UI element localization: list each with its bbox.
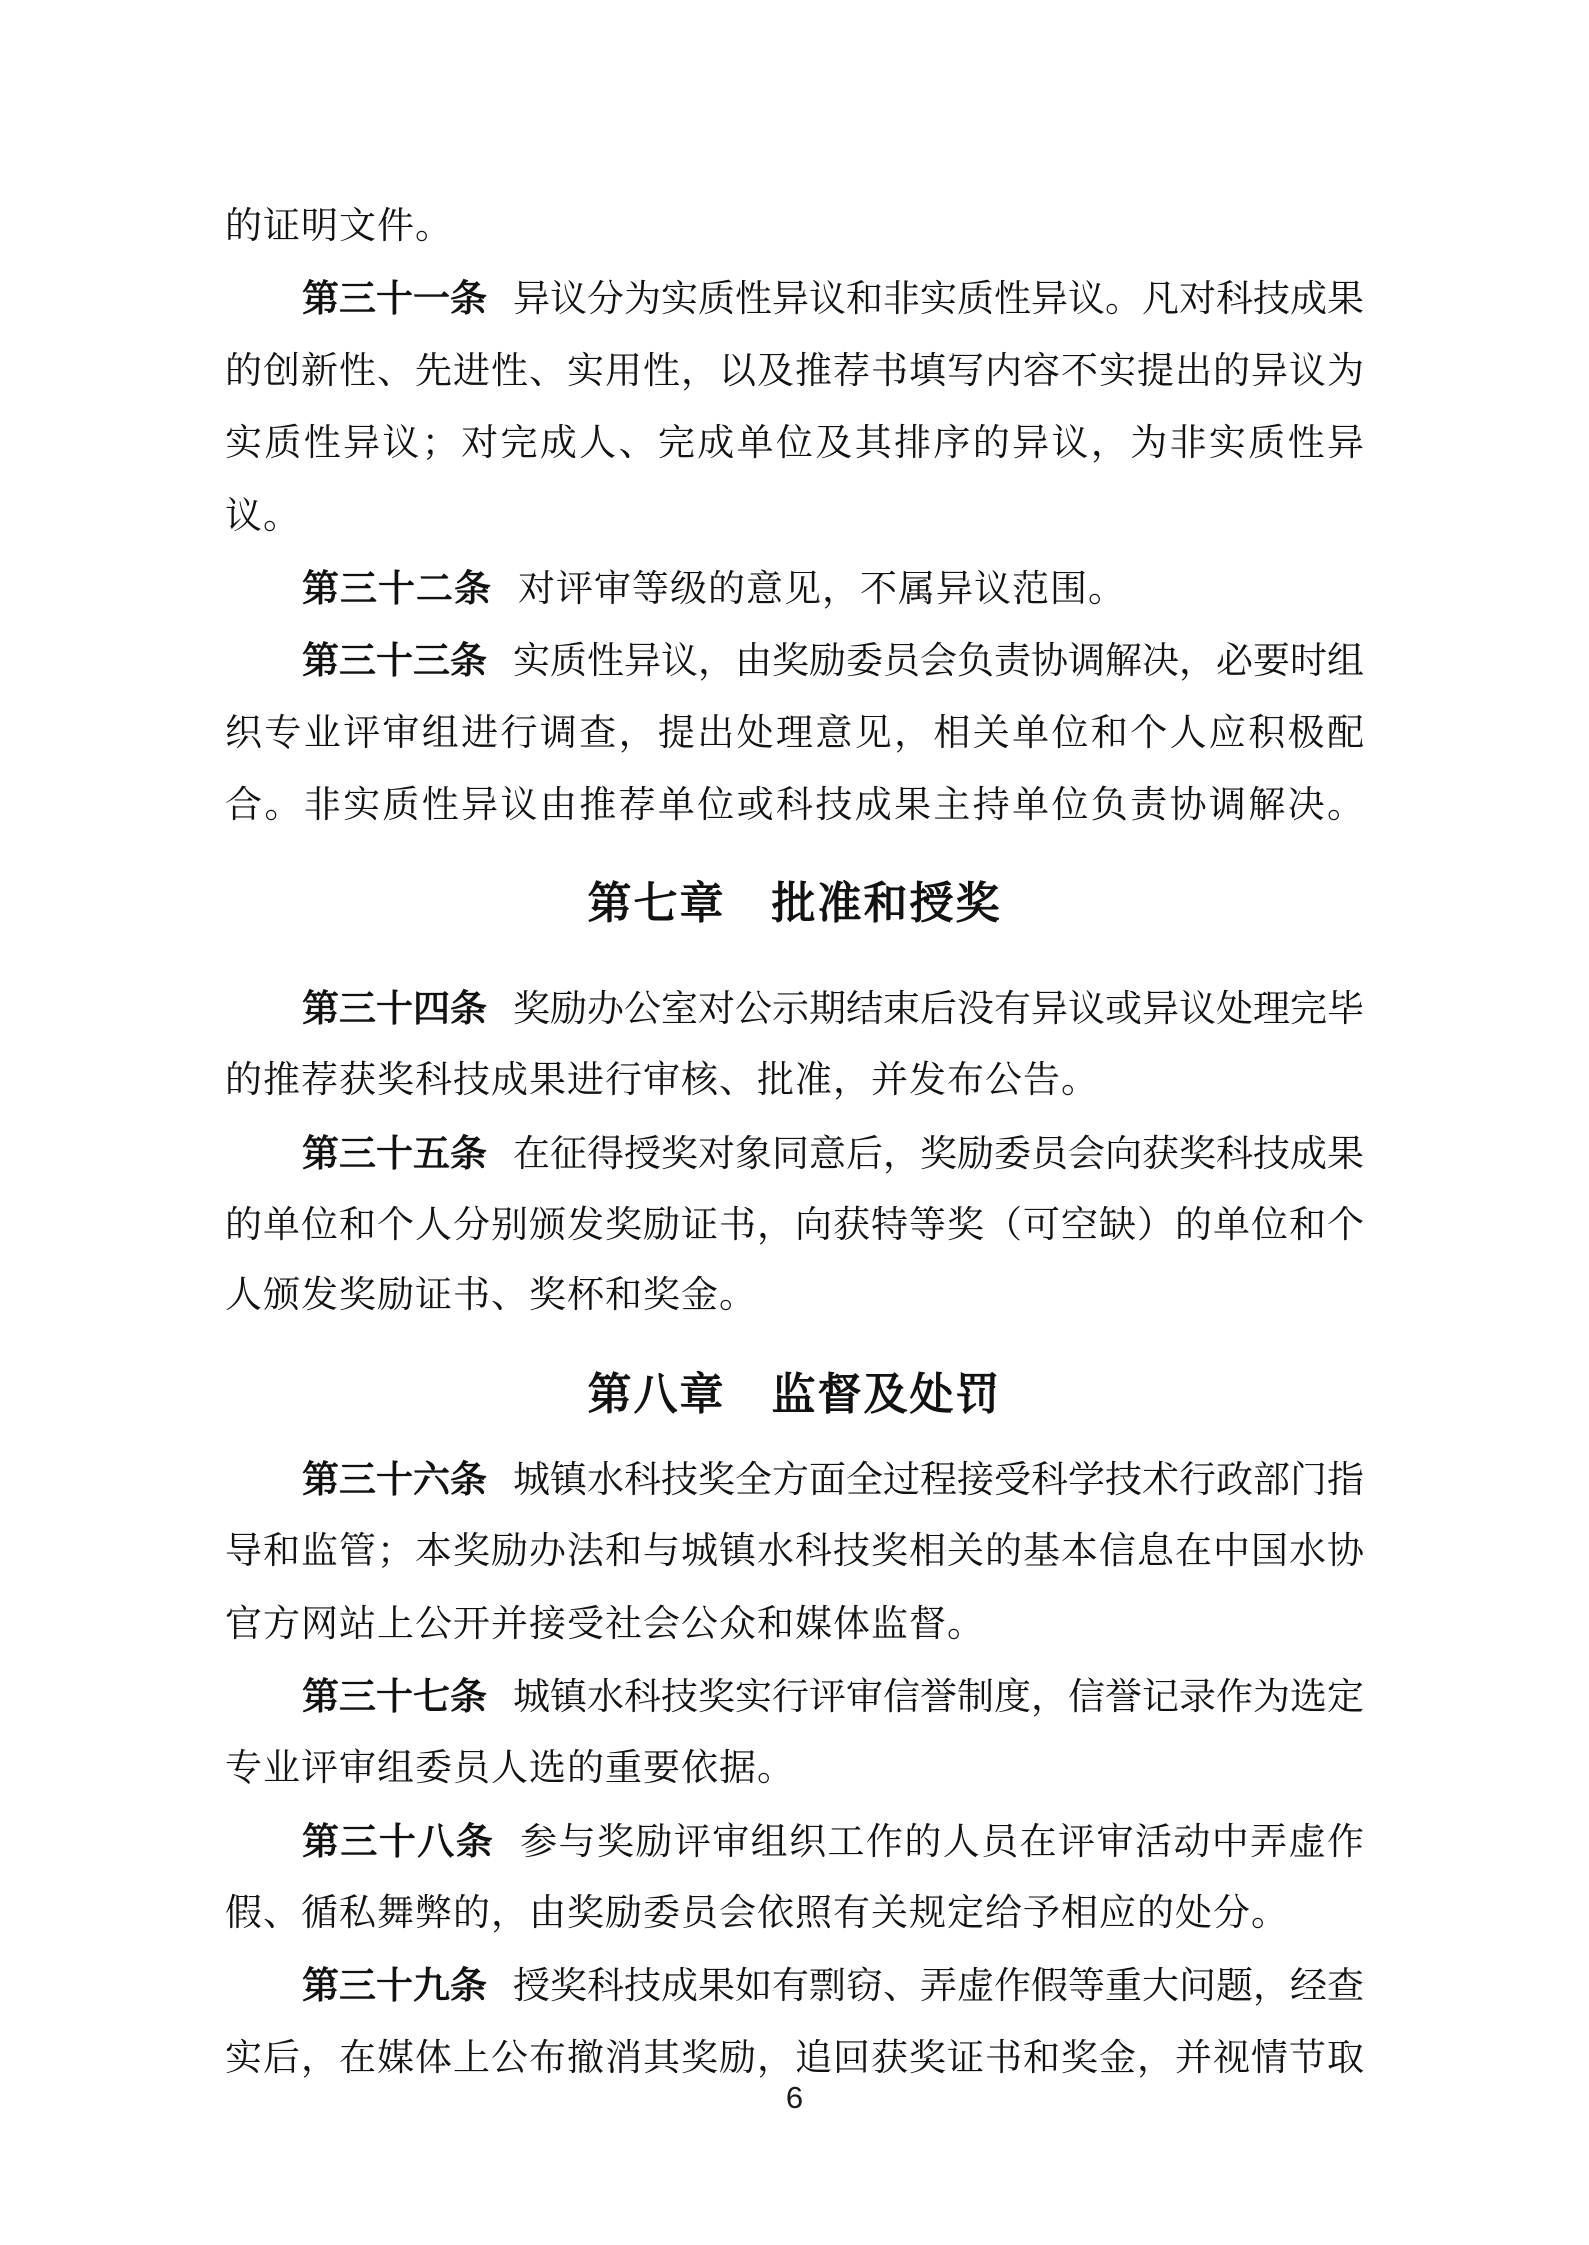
line-text: 对评审等级的意见，不属异议范围。: [518, 569, 1126, 610]
article-number: 第三十四条: [302, 987, 487, 1030]
body-line: [225, 336, 1364, 408]
body-line: [225, 1444, 1364, 1516]
body-line: [225, 1589, 1364, 1661]
body-line: [225, 1950, 1364, 2022]
line-text: 官方网站上公开并接受社会公众和媒体监督。: [225, 1604, 985, 1645]
body-line: [225, 1878, 1364, 1950]
line-text: 实质性异议，由奖励委员会负责协调解决，必要时组: [513, 641, 1364, 682]
line-text: 参与奖励评审组织工作的人员在评审活动中弄虚作: [520, 1822, 1365, 1863]
line-text: 议。: [225, 496, 301, 537]
article-number: 第三十九条: [302, 1964, 487, 2007]
article-number: 第三十三条: [302, 639, 487, 682]
line-text: 授奖科技成果如有剽窃、弄虚作假等重大问题，经查: [513, 1966, 1364, 2007]
line-text: 的创新性、先进性、实用性，以及推荐书填写内容不实提出的异议为: [225, 351, 1364, 392]
line-text: 合。非实质性异议由推荐单位或科技成果主持单位负责协调解决。: [225, 785, 1364, 826]
article-number: 第三十一条: [302, 277, 487, 320]
body-line: [225, 263, 1364, 335]
body-line: [225, 408, 1364, 480]
article-number: 第三十六条: [302, 1458, 487, 1501]
body-line: [225, 191, 1364, 263]
article-number: 第三十二条: [302, 567, 492, 610]
body-line: [225, 1733, 1364, 1805]
body-line: [225, 1661, 1364, 1733]
line-text: 城镇水科技奖实行评审信誉制度，信誉记录作为选定: [513, 1677, 1364, 1718]
line-text: 导和监管；本奖励办法和与城镇水科技奖相关的基本信息在中国水协: [225, 1531, 1364, 1572]
article-number: 第三十八条: [302, 1820, 495, 1863]
body-line: [225, 1260, 1364, 1332]
body-line: [225, 973, 1364, 1045]
chapter-heading: 第七章 批准和授奖: [587, 878, 1002, 929]
line-text: 织专业评审组进行调查，提出处理意见，相关单位和个人应积极配: [225, 713, 1364, 754]
line-text: 在征得授奖对象同意后，奖励委员会向获奖科技成果: [513, 1134, 1364, 1175]
body-line: [225, 1806, 1364, 1878]
line-text: 的推荐获奖科技成果进行审核、批准，并发布公告。: [225, 1060, 1099, 1101]
line-text: 异议分为实质性异议和非实质性异议。凡对科技成果: [513, 279, 1364, 320]
line-text: 假、循私舞弊的，由奖励委员会依照有关规定给予相应的处分。: [225, 1893, 1289, 1934]
body-line: [225, 1045, 1364, 1117]
page-number: 6: [785, 2080, 804, 2115]
body-line: [225, 1118, 1364, 1190]
line-text: 的证明文件。: [225, 206, 453, 247]
body-line: [225, 553, 1364, 625]
line-text: 实质性异议；对完成人、完成单位及其排序的异议，为非实质性异: [225, 423, 1364, 464]
body-line: [225, 1190, 1364, 1262]
body-line: [225, 698, 1364, 770]
body-line: [225, 625, 1364, 697]
chapter-heading: 第八章 监督及处罚: [587, 1369, 1002, 1420]
body-line: [225, 770, 1364, 842]
line-text: 实后，在媒体上公布撤消其奖励，追回获奖证书和奖金，并视情节取: [225, 2038, 1364, 2079]
article-number: 第三十七条: [302, 1675, 487, 1718]
line-text: 人颁发奖励证书、奖杯和奖金。: [225, 1275, 757, 1316]
line-text: 专业评审组委员人选的重要依据。: [225, 1748, 795, 1789]
body-line: [225, 481, 1364, 553]
article-number: 第三十五条: [302, 1132, 487, 1175]
line-text: 城镇水科技奖全方面全过程接受科学技术行政部门指: [513, 1460, 1364, 1501]
line-text: 的单位和个人分别颁发奖励证书，向获特等奖（可空缺）的单位和个: [225, 1205, 1364, 1246]
body-line: [225, 1516, 1364, 1588]
line-text: 奖励办公室对公示期结束后没有异议或异议处理完毕: [513, 989, 1364, 1030]
